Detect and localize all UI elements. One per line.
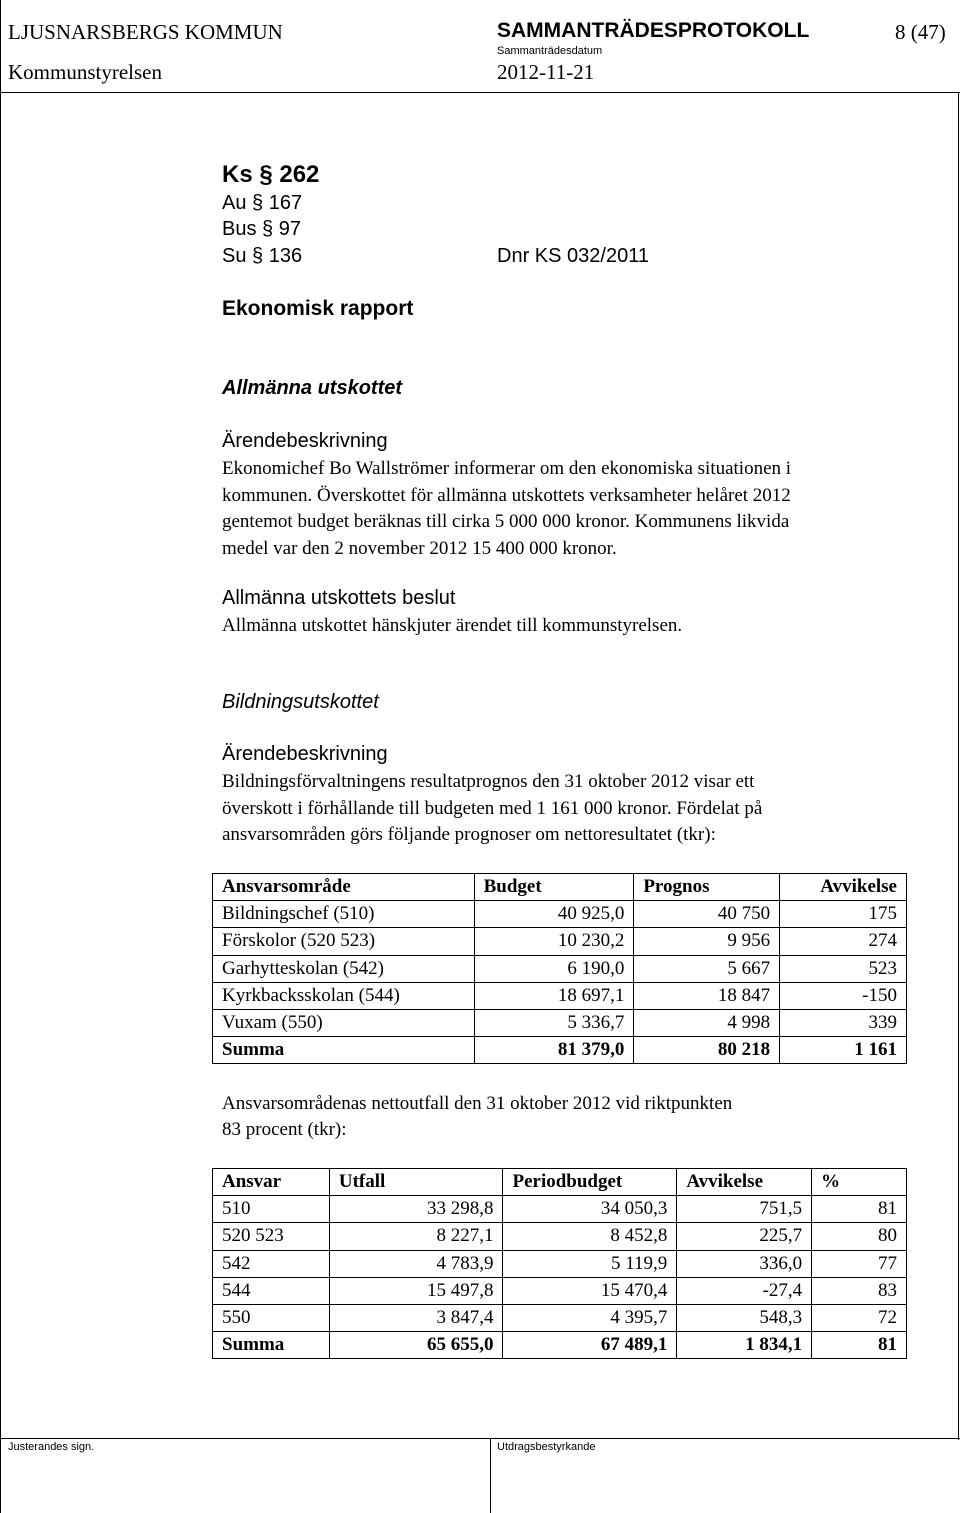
table-cell: 15 497,8 [329, 1277, 503, 1304]
table-cell: 15 470,4 [503, 1277, 677, 1304]
table-cell: 65 655,0 [329, 1332, 503, 1359]
table-cell: 80 [812, 1223, 907, 1250]
table-cell: 80 218 [634, 1037, 780, 1064]
table-cell: 542 [213, 1250, 330, 1277]
table-row [213, 928, 907, 955]
au-decision-heading: Allmänna utskottets beslut [222, 587, 456, 609]
table-cell: 40 925,0 [474, 901, 634, 928]
header-page-number: 8 (47) [895, 20, 946, 44]
footer-certification-label: Utdragsbestyrkande [497, 1441, 596, 1453]
table-cell: Summa [213, 1037, 475, 1064]
header-date-label: Sammanträdesdatum [497, 45, 603, 57]
table-cell: -150 [780, 982, 907, 1009]
table-cell: 81 379,0 [474, 1037, 634, 1064]
outcome-line-2: 83 procent (tkr): [222, 1119, 347, 1140]
table-cell: 5 667 [634, 955, 780, 982]
table-cell: 8 227,1 [329, 1223, 503, 1250]
table-cell: 9 956 [634, 928, 780, 955]
header-document-title: SAMMANTRÄDESPROTOKOLL [497, 19, 810, 42]
table-cell: 751,5 [677, 1196, 812, 1223]
header-body-name: Kommunstyrelsen [8, 60, 162, 84]
table-cell: Garhytteskolan (542) [213, 955, 475, 982]
table-cell: 4 998 [634, 1009, 780, 1036]
table-cell: 544 [213, 1277, 330, 1304]
table-cell: 18 697,1 [474, 982, 634, 1009]
bu-description-line-1: Bildningsförvaltningens resultatprognos den 31 oktober 2012 visar ett [222, 771, 755, 792]
footer-divider [0, 1438, 960, 1439]
case-title: Ekonomisk rapport [222, 297, 414, 320]
bu-description-line-2: överskott i förhållande till budgeten med 1 161 000 kronor. Fördelat på [222, 798, 763, 819]
column-header: Utfall [329, 1169, 503, 1196]
column-header: % [812, 1169, 907, 1196]
table-row [213, 1223, 907, 1250]
bu-description-line-3: ansvarsområden görs följande prognoser om nettoresultatet (tkr): [222, 824, 716, 845]
header-organisation: LJUSNARSBERGS KOMMUN [8, 20, 283, 44]
table-row [213, 982, 907, 1009]
header-meeting-date: 2012-11-21 [497, 60, 595, 84]
table-header-row [213, 1169, 907, 1196]
table-cell: Förskolor (520 523) [213, 928, 475, 955]
table-cell: -27,4 [677, 1277, 812, 1304]
table-cell: 520 523 [213, 1223, 330, 1250]
case-bus-number: Bus § 97 [222, 218, 301, 240]
table-cell: 5 119,9 [503, 1250, 677, 1277]
au-decision-text: Allmänna utskottet hänskjuter ärendet till kommunstyrelsen. [222, 615, 683, 636]
header-divider [0, 92, 960, 93]
table-cell: 40 750 [634, 901, 780, 928]
table-cell: 83 [812, 1277, 907, 1304]
table-cell: 336,0 [677, 1250, 812, 1277]
column-header: Prognos [634, 874, 780, 901]
table-cell: 523 [780, 955, 907, 982]
column-header: Avvikelse [780, 874, 907, 901]
table-cell: Kyrkbacksskolan (544) [213, 982, 475, 1009]
table-cell: 274 [780, 928, 907, 955]
table-cell: Bildningschef (510) [213, 901, 475, 928]
table-cell: 67 489,1 [503, 1332, 677, 1359]
case-su-number: Su § 136 [222, 245, 303, 267]
table-cell: 18 847 [634, 982, 780, 1009]
table-cell: 81 [812, 1196, 907, 1223]
table-cell: 33 298,8 [329, 1196, 503, 1223]
table-cell: 339 [780, 1009, 907, 1036]
table-row [213, 955, 907, 982]
footer-signature-label: Justerandes sign. [8, 1441, 95, 1453]
table-cell: 548,3 [677, 1304, 812, 1331]
table-sum-row [213, 1037, 907, 1064]
table-cell: 1 161 [780, 1037, 907, 1064]
table-sum-row [213, 1332, 907, 1359]
table-cell: 510 [213, 1196, 330, 1223]
outcome-table [212, 1168, 907, 1359]
left-margin-line [0, 0, 1, 1513]
au-description-line-4: medel var den 2 november 2012 15 400 000 kronor. [222, 538, 617, 559]
table-header-row [213, 874, 907, 901]
au-description-line-2: kommunen. Överskottet för allmänna utskottets verksamheter helåret 2012 [222, 485, 791, 506]
table-row [213, 901, 907, 928]
table-cell: 4 783,9 [329, 1250, 503, 1277]
table-cell: 81 [812, 1332, 907, 1359]
table-cell: 5 336,7 [474, 1009, 634, 1036]
column-header: Periodbudget [503, 1169, 677, 1196]
column-header: Ansvar [213, 1169, 330, 1196]
outcome-line-1: Ansvarsområdenas nettoutfall den 31 oktober 2012 vid riktpunkten [222, 1093, 733, 1114]
table-cell: Summa [213, 1332, 330, 1359]
table-cell: 175 [780, 901, 907, 928]
table-cell: 72 [812, 1304, 907, 1331]
table-row [213, 1250, 907, 1277]
column-header: Ansvarsområde [213, 874, 475, 901]
au-description-line-1: Ekonomichef Bo Wallströmer informerar om den ekonomiska situationen i [222, 458, 792, 479]
case-dnr: Dnr KS 032/2011 [497, 245, 649, 267]
table-cell: 1 834,1 [677, 1332, 812, 1359]
table-row [213, 1009, 907, 1036]
table-cell: 4 395,7 [503, 1304, 677, 1331]
table-cell: 6 190,0 [474, 955, 634, 982]
table-cell: 8 452,8 [503, 1223, 677, 1250]
table-cell: Vuxam (550) [213, 1009, 475, 1036]
table-cell: 550 [213, 1304, 330, 1331]
footer-column-divider [490, 1438, 491, 1513]
case-au-number: Au § 167 [222, 192, 303, 214]
table-cell: 3 847,4 [329, 1304, 503, 1331]
au-description-heading: Ärendebeskrivning [222, 430, 388, 452]
table-row [213, 1196, 907, 1223]
budget-forecast-table [212, 873, 907, 1064]
au-heading: Allmänna utskottet [222, 377, 403, 399]
table-cell: 225,7 [677, 1223, 812, 1250]
table-row [213, 1304, 907, 1331]
table-cell: 77 [812, 1250, 907, 1277]
case-ks-number: Ks § 262 [222, 161, 320, 188]
table-cell: 10 230,2 [474, 928, 634, 955]
table-row [213, 1277, 907, 1304]
bu-heading: Bildningsutskottet [222, 691, 379, 713]
column-header: Avvikelse [677, 1169, 812, 1196]
bu-description-heading: Ärendebeskrivning [222, 743, 388, 765]
au-description-line-3: gentemot budget beräknas till cirka 5 000 000 kronor. Kommunens likvida [222, 511, 790, 532]
column-header: Budget [474, 874, 634, 901]
table-cell: 34 050,3 [503, 1196, 677, 1223]
right-margin-line [958, 92, 959, 1440]
